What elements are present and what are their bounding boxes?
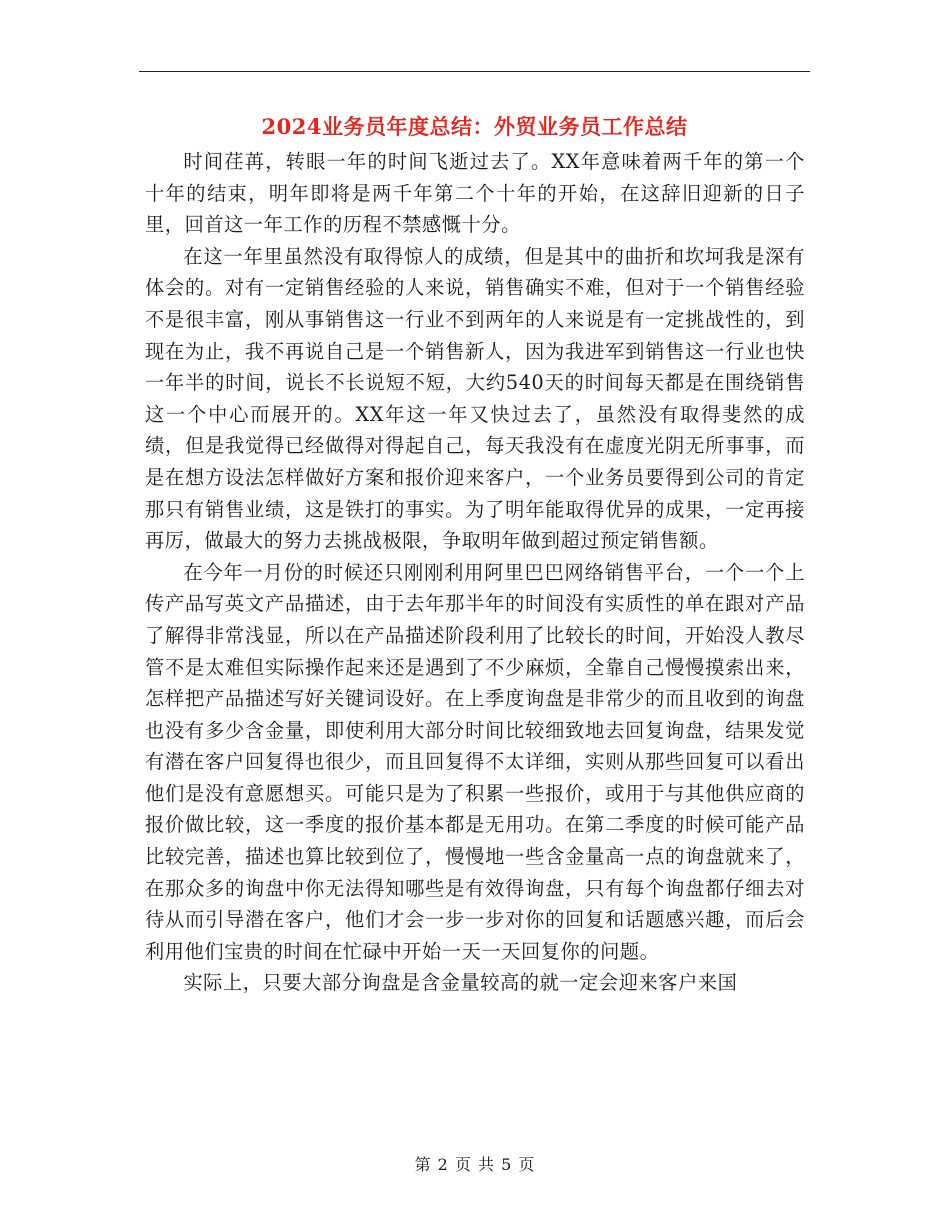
paragraph-4: 实际上，只要大部分询盘是含金量较高的就一定会迎来客户来国 — [183, 971, 738, 995]
paragraph-1: 时间荏苒，转眼一年的时间飞逝过去了。XX年意味着两千年的第一个十年的结束，明年即将是两千年第二个十年的开始，在这辞旧迎新的日子里，回首这一年工作的历程不禁感慨十分。 — [145, 150, 805, 237]
paragraph-2: 在这一年里虽然没有取得惊人的成绩，但是其中的曲折和坎坷我是深有体会的。对有一定销售经验的人来说，销售确实不难，但对于一个销售经验不是很丰富，刚从事销售这一行业不到两年的人来说是有一定挑战性的，到现在为止，我不再说自己是一个销售新人，因为我进军到销售这一行业也快一年半的时间，说长不长说短不短，大约540天的时间每天都是在围绕销售这一个中心而展开的。XX年这一年又快过去了，虽然没有取得斐然的成绩，但是我觉得已经做得对得起自己，每天我没有在虚度光阴无所事事，而是在想方设法怎样做好方案和报价迎来客户，一个业务员要得到公司的肯定那只有销售业绩，这是铁打的事实。为了明年能取得优异的成果，一定再接再厉，做最大的努力去挑战极限，争取明年做到超过预定销售额。 — [145, 244, 805, 553]
document-title: 2024业务员年度总结：外贸业务员工作总结 — [261, 114, 688, 139]
paragraph-3: 在今年一月份的时候还只刚刚利用阿里巴巴网络销售平台，一个一个上传产品写英文产品描述，由于去年那半年的时间没有实质性的单在跟对产品了解得非常浅显，所以在产品描述阶段利用了比较长的时间，开始没人教尽管不是太难但实际操作起来还是遇到了不少麻烦，全靠自己慢慢摸索出来，怎样把产品描述写好关键词设好。在上季度询盘是非常少的而且收到的询盘也没有多少含金量，即使利用大部分时间比较细致地去回复询盘，结果发觉有潜在客户回复得也很少，而且回复得不太详细，实则从那些回复可以看出他们是没有意愿想买。可能只是为了积累一些报价，或用于与其他供应商的报价做比较，这一季度的报价基本都是无用功。在第二季度的时候可能产品比较完善，描述也算比较到位了，慢慢地一些含金量高一点的询盘就来了，在那众多的询盘中你无法得知哪些是有效得询盘，只有每个询盘都仔细去对待从而引导潜在客户，他们才会一步一步对你的回复和话题感兴趣，而后会利用他们宝贵的时间在忙碌中开始一天一天回复你的问题。 — [145, 560, 805, 963]
header-rule — [139, 71, 810, 72]
page-number-footer: 第 2 页 共 5 页 — [414, 1155, 536, 1174]
document-body — [145, 146, 805, 999]
